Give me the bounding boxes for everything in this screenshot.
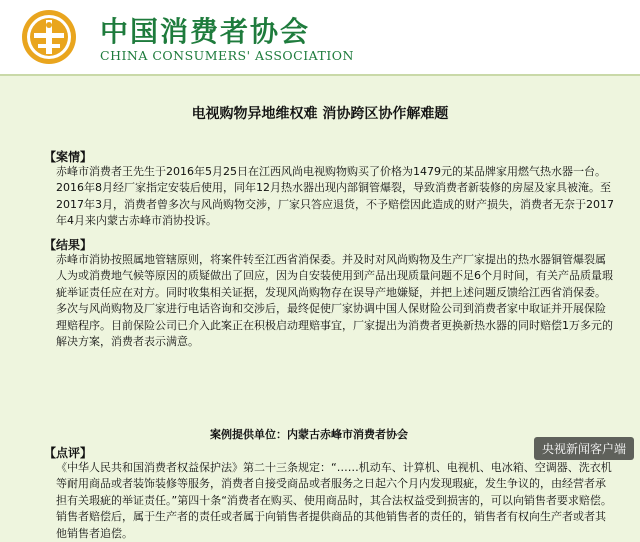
watermark-badge: 央视新闻客户端 <box>534 437 634 460</box>
association-logo-icon <box>20 8 78 66</box>
article <box>0 76 640 540</box>
result-text: 赤峰市消协按照属地管辖原则，将案件转至江西省消保委。并及时对风尚购物及生产厂家提出的热水器铜管爆裂属人为或消费地气候等原因的质疑做出了回应，因为自安装使用到产品出现质量问题不足6个月时间，有关产品质量瑕疵举证责任应在对方。同时收集相关证据，发现风尚购物存在误导产地嫌疑，并把上述问题反馈给江西省消保委。多次与风尚购物及厂家进行电话咨询和交涉后，最终促使厂家协调中国人保财险公司到消费者家中取证并开展保险理赔程序。目前保险公司已介入此案正在积极启动理赔事宜，厂家提出为消费者更换新热水器的同时赔偿1万多元的解决方案，消费者表示满意。 <box>56 253 613 349</box>
header <box>0 0 640 74</box>
case-heading: 【案情】 <box>44 150 93 164</box>
org-name-cn: 中国消费者协会 <box>100 15 311 48</box>
result-heading: 【结果】 <box>44 238 93 252</box>
comment-heading: 【点评】 <box>44 446 93 460</box>
case-text: 赤峰市消费者王先生于2016年5月25日在江西风尚电视购物购买了价格为1479元的某品牌家用燃气热水器一台。2016年8月经厂家指定安装后使用，同年12月热水器出现内部铜管爆裂，导致消费者新装修的房屋及家具被淹。至2017年3月，消费者曾多次与风尚购物交涉，厂家只答应退货，不予赔偿因此造成的财产损失，消费者无奈于2017年4月来内蒙古赤峰市消协投诉。 <box>56 165 614 228</box>
comment-text: 《中华人民共和国消费者权益保护法》第二十三条规定：“……机动车、计算机、电视机、电冰箱、空调器、洗衣机等耐用商品或者装饰装修等服务，消费者自接受商品或者服务之日起六个月内发现瑕疵，发生争议的，由经营者承担有关瑕疵的举证责任。”第四十条“消费者在购买、使用商品时，其合法权益受到损害的，可以向销售者要求赔偿。销售者赔偿后，属于生产者的责任或者属于向销售者提供商品的其他销售者的责任的，销售者有权向生产者或者其他销售者追偿。 <box>56 461 612 540</box>
org-name-en: CHINA CONSUMERS' ASSOCIATION <box>100 48 354 63</box>
case-provider: 案例提供单位：内蒙古赤峰市消费者协会 <box>210 428 408 441</box>
article-title: 电视购物异地维权难 消协跨区协作解难题 <box>191 106 449 122</box>
